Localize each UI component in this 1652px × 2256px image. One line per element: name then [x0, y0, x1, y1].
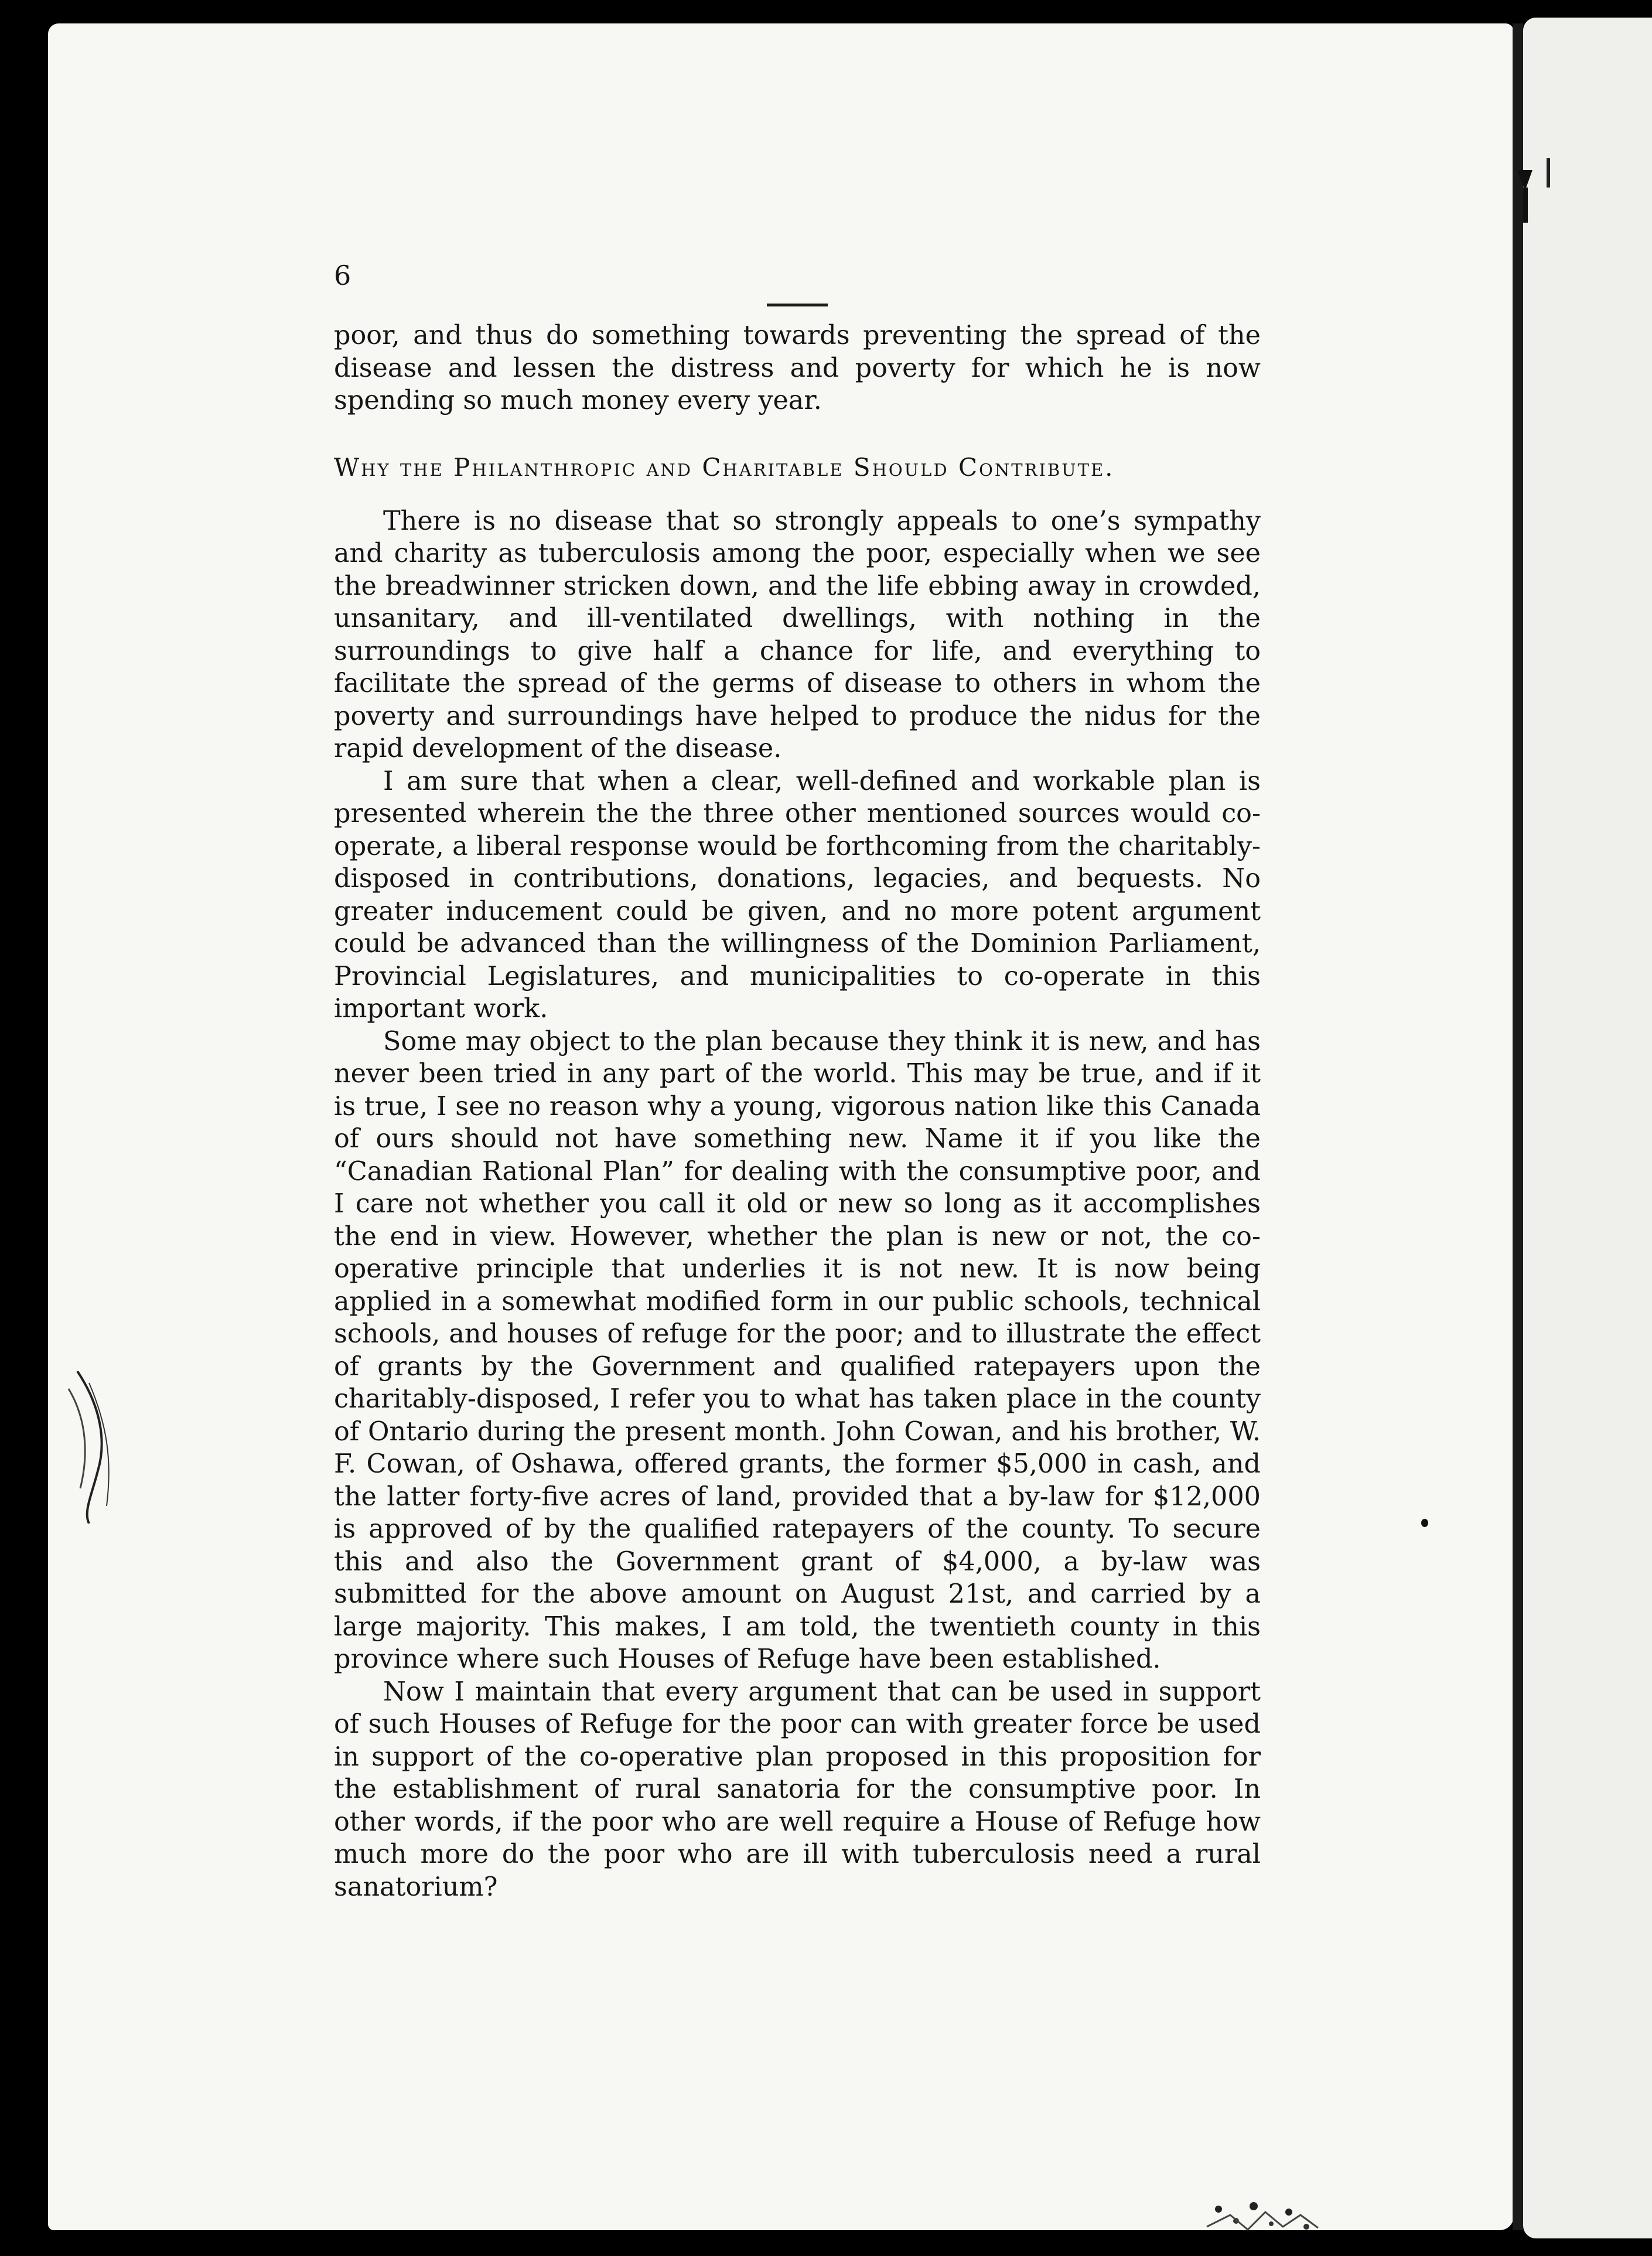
page-text-column: [334, 258, 1261, 1903]
page-number-rule: [767, 304, 828, 306]
continued-paragraph: poor, and thus do something towards preventing the spread of the disease and lessen the distress and poverty for which he is now spending so much money every year.: [334, 321, 1261, 415]
page-gutter-shadow: [1513, 23, 1523, 2230]
section-heading: Why the Philanthropic and Charitable Should Contribute.: [334, 452, 1115, 482]
ink-speck: [1421, 1519, 1428, 1527]
body-paragraph: Some may object to the plan because they think it is new, and has never been tried in any part of the world. This may be true, and if it is true, I see no reason why a young, vigorous nation like this Canada of ours should not have something new. Name it if you like the “Canadian Rational Plan” for dealing with the consumptive poor, and I care not whether you call it old or new so long as it accomplishes the end in view. However, whether the plan is new or not, the co-operative principle that underlies it is not new. It is now being applied in a somewhat modified form in our public schools, technical schools, and houses of refuge for the poor; and to illustrate the effect of grants by the Government and qualified ratepayers upon the charitably-disposed, I refer you to what has taken place in the county of Ontario during the present month. John Cowan, and his brother, W. F. Cowan, of Oshawa, offered grants, the former $5,000 in cash, and the latter forty-five acres of land, provided that a by-law for $12,000 is approved of by the qualified ratepayers of the county. To secure this and also the Government grant of $4,000, a by-law was submitted for the above amount on August 21st, and carried by a large majority. This makes, I am told, the twentieth county in this province where such Houses of Refuge have been established.: [334, 1026, 1261, 1674]
body-paragraph: I am sure that when a clear, well-defined and workable plan is presented wherein the the three other mentioned sources would co-operate, a liberal response would be forthcoming from the charitably-disposed in contributions, donations, legacies, and bequests. No greater inducement could be given, and no more potent argument could be advanced than the willingness of the Dominion Parliament, Provincial Legislatures, and municipalities to co-operate in this important work.: [334, 766, 1261, 1024]
margin-arrow-stem: [1523, 188, 1528, 223]
binding-tear-mark: [66, 1371, 118, 1524]
body-paragraph: There is no disease that so strongly appeals to one’s sympathy and charity as tuberculosis among the poor, especially when we see the breadwinner stricken down, and the life ebbing away in crowded, unsanitary, and ill-ventilated dwellings, with nothing in the surroundings to give half a chance for life, and everything to facilitate the spread of the germs of disease to others in whom the poverty and surroundings have helped to produce the nidus for the rapid development of the disease.: [334, 506, 1261, 764]
adjacent-page-edge: [1523, 18, 1652, 2238]
scan-debris: [1195, 2192, 1336, 2238]
body-paragraph: Now I maintain that every argument that can be used in support of such Houses of Refuge for the poor can with greater force be used in support of the co-operative plan proposed in this proposition for the establishment of rural sanatoria for the consumptive poor. In other words, if the poor who are well require a House of Refuge how much more do the poor who are ill with tuberculosis need a rural sanatorium?: [334, 1676, 1261, 1902]
page-number: 6: [334, 260, 351, 291]
margin-mark: [1547, 158, 1550, 188]
